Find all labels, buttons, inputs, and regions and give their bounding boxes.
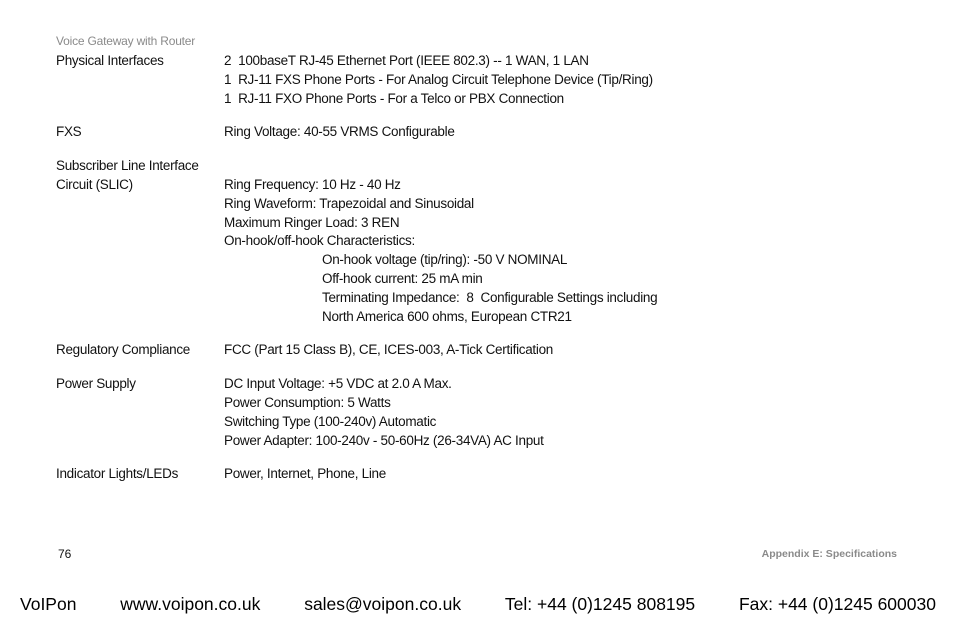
spec-values [224,465,756,484]
specifications-table [56,52,756,499]
spec-label [56,123,221,142]
email-link[interactable]: sales@voipon.co.uk [304,594,462,614]
spec-values [224,375,756,450]
contact-bar [20,594,936,615]
spec-label-line: Subscriber Line Interface [56,158,199,174]
spec-label-line: Regulatory Compliance [56,342,191,358]
page-header-product: Voice Gateway with Router [56,34,196,48]
spec-label [56,465,221,484]
spec-value-line: Ring Waveform: Trapezoidal and Sinusoidal [224,195,474,211]
spec-label [56,341,221,360]
spec-value-line: Off-hook current: 25 mA min [322,270,483,286]
page-number: 76 [58,547,72,561]
spec-label-line: FXS [56,124,82,140]
spec-value-line: DC Input Voltage: +5 VDC at 2.0 A Max. [224,376,452,392]
spec-row [56,52,756,108]
spec-values [224,341,756,360]
spec-value-line: Ring Frequency: 10 Hz - 40 Hz [224,176,401,192]
spec-value-line: Maximum Ringer Load: 3 REN [224,214,400,230]
spec-row [56,465,756,484]
spec-values [224,123,756,142]
spec-label [56,157,221,195]
spec-value-line: North America 600 ohms, European CTR21 [322,308,572,324]
company-name: VoIPon [20,594,77,614]
spec-row [56,157,756,326]
spec-value-line: Power Consumption: 5 Watts [224,394,391,410]
spec-label-line: Power Supply [56,376,136,392]
spec-value-line: On-hook/off-hook Characteristics: [224,233,415,249]
spec-value-line: Switching Type (100-240v) Automatic [224,413,437,429]
spec-label [56,375,221,394]
spec-row [56,341,756,360]
spec-value-line [224,157,756,176]
spec-value-line: 2 100baseT RJ-45 Ethernet Port (IEEE 802.3) -- 1 WAN, 1 LAN [224,53,589,68]
telephone-number: Tel: +44 (0)1245 808195 [504,594,696,614]
spec-label [56,52,221,71]
spec-values [224,52,756,108]
footer-section-title: Appendix E: Specifications [761,548,897,560]
spec-label-line: Physical Interfaces [56,53,164,68]
fax-number: Fax: +44 (0)1245 600030 [738,594,936,614]
spec-value-line: Ring Voltage: 40-55 VRMS Configurable [224,124,455,140]
spec-value-line: 1 RJ-11 FXO Phone Ports - For a Telco or PBX Connection [224,90,564,106]
spec-value-line: Terminating Impedance: 8 Configurable Settings including [322,289,658,305]
spec-value-line: Power, Internet, Phone, Line [224,466,386,482]
spec-value-line: On-hook voltage (tip/ring): -50 V NOMINAL [322,252,568,268]
spec-label-line: Indicator Lights/LEDs [56,466,179,482]
spec-label-line: Circuit (SLIC) [56,176,133,192]
website-link[interactable]: www.voipon.co.uk [120,594,261,614]
spec-values [224,157,756,326]
spec-value-line: 1 RJ-11 FXS Phone Ports - For Analog Circuit Telephone Device (Tip/Ring) [224,71,653,87]
spec-row [56,375,756,450]
spec-value-line: FCC (Part 15 Class B), CE, ICES-003, A-Tick Certification [224,342,553,358]
spec-row [56,123,756,142]
spec-value-line: Power Adapter: 100-240v - 50-60Hz (26-34VA) AC Input [224,432,544,448]
